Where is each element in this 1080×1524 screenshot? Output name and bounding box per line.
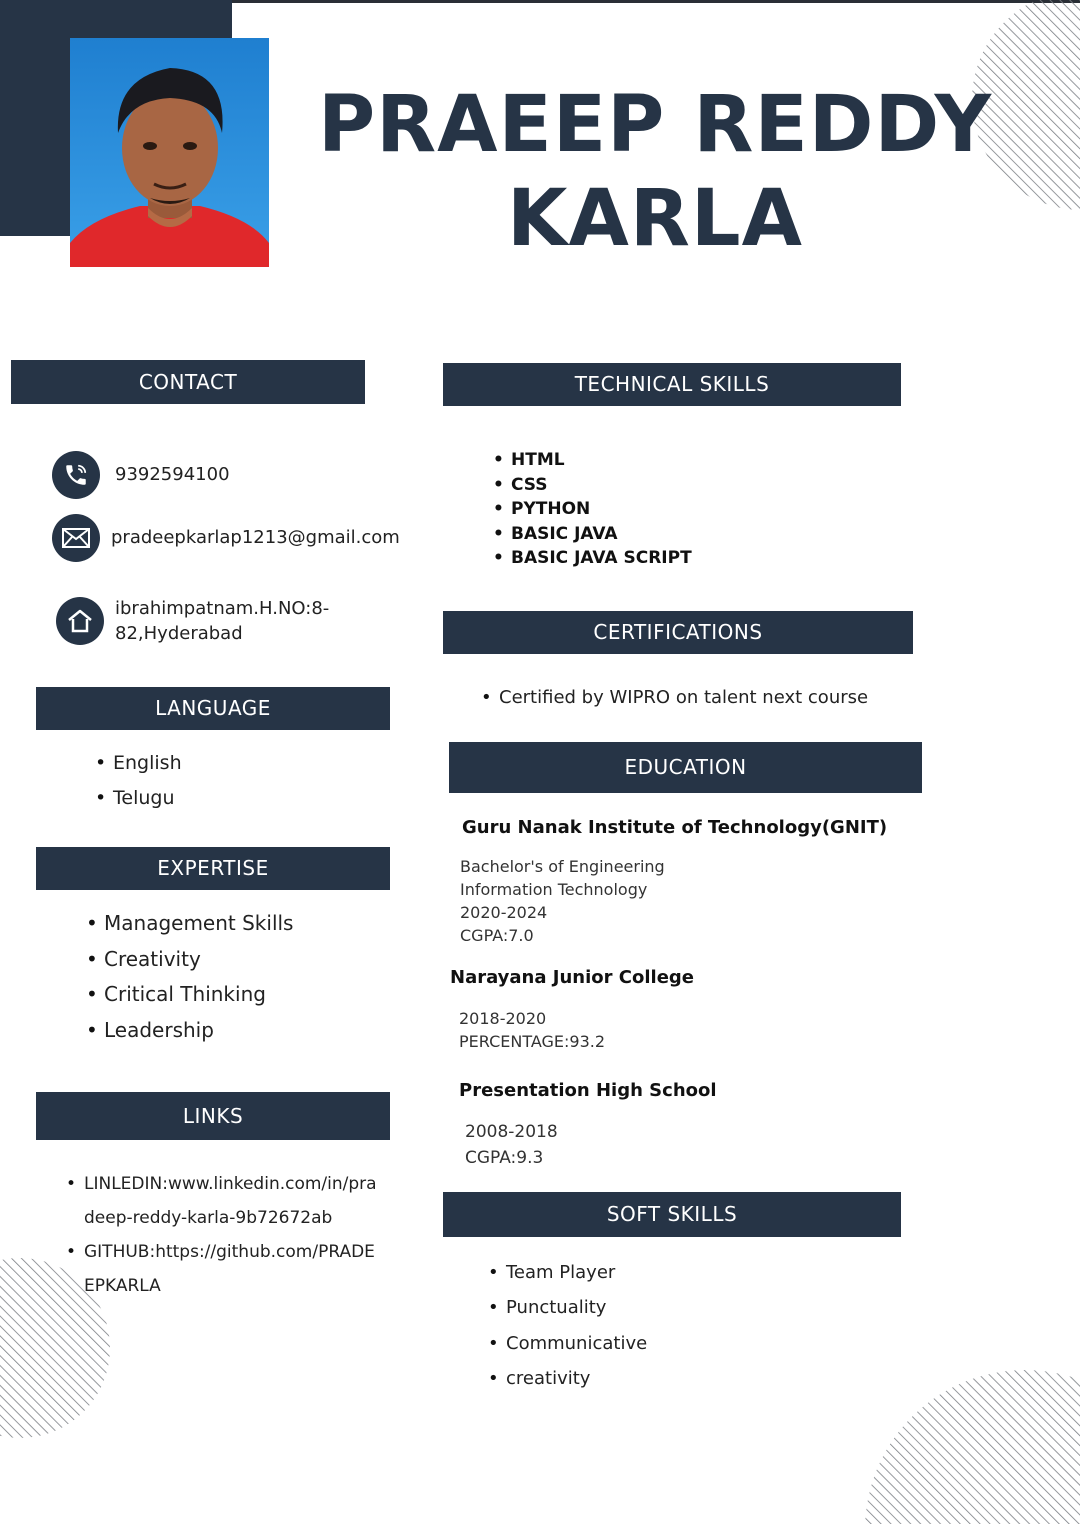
education-details <box>465 1119 558 1171</box>
list-item: • Communicative <box>506 1326 647 1361</box>
linkedin-link[interactable] <box>84 1167 434 1235</box>
education-line: CGPA:7.0 <box>460 926 534 945</box>
phone-icon <box>52 451 100 499</box>
contact-phone: 9392594100 <box>115 464 230 485</box>
education-line: PERCENTAGE:93.2 <box>459 1032 606 1051</box>
name-line-2: KARLA <box>507 174 803 264</box>
name-line-1: PRAEEP REDDY <box>317 80 993 170</box>
candidate-name <box>300 78 1010 266</box>
list-item: • CSS <box>511 473 692 498</box>
education-header: EDUCATION <box>449 742 922 793</box>
list-item: • Telugu <box>113 781 182 816</box>
profile-photo <box>70 38 269 267</box>
education-details <box>459 1007 605 1053</box>
hatched-circle-bottom-right <box>865 1370 1080 1524</box>
soft-skills-list <box>488 1255 647 1396</box>
address-line-2: 82,Hyderabad <box>115 623 243 644</box>
education-school: Narayana Junior College <box>450 967 695 988</box>
certifications-list <box>481 687 868 708</box>
contact-header: CONTACT <box>11 360 365 404</box>
github-line-2: EPKARLA <box>84 1276 161 1296</box>
list-item: • Team Player <box>506 1255 647 1290</box>
contact-email: pradeepkarlap1213@gmail.com <box>111 527 400 548</box>
education-line: CGPA:9.3 <box>465 1148 544 1168</box>
education-details <box>460 855 665 947</box>
education-line: 2008-2018 <box>465 1122 558 1142</box>
expertise-header: EXPERTISE <box>36 847 390 890</box>
education-line: 2018-2020 <box>459 1009 547 1028</box>
list-item: • Punctuality <box>506 1290 647 1325</box>
github-line-1: • GITHUB:https://github.com/PRADE <box>84 1242 375 1262</box>
address-line-1: ibrahimpatnam.H.NO:8- <box>115 598 330 619</box>
list-item: • HTML <box>511 448 692 473</box>
email-icon <box>52 514 100 562</box>
list-item: • Certified by WIPRO on talent next course <box>499 687 868 708</box>
expertise-list <box>86 906 293 1048</box>
home-icon <box>56 597 104 645</box>
contact-address <box>115 596 329 646</box>
soft-skills-header: SOFT SKILLS <box>443 1192 901 1237</box>
language-header: LANGUAGE <box>36 687 390 730</box>
list-item: • Creativity <box>104 942 293 978</box>
links-list <box>66 1167 434 1303</box>
technical-skills-header: TECHNICAL SKILLS <box>443 363 901 406</box>
list-item: • Critical Thinking <box>104 977 293 1013</box>
links-header: LINKS <box>36 1092 390 1140</box>
list-item: • BASIC JAVA <box>511 522 692 547</box>
education-line: Bachelor's of Engineering <box>460 857 665 876</box>
technical-skills-list <box>493 448 692 571</box>
list-item: • Management Skills <box>104 906 293 942</box>
list-item: • BASIC JAVA SCRIPT <box>511 546 692 571</box>
list-item: • English <box>113 746 182 781</box>
linkedin-line-1: • LINLEDIN:www.linkedin.com/in/pra <box>84 1174 377 1194</box>
education-school: Guru Nanak Institute of Technology(GNIT) <box>462 817 888 838</box>
list-item: • Leadership <box>104 1013 293 1049</box>
education-school: Presentation High School <box>459 1080 717 1101</box>
linkedin-line-2: deep-reddy-karla-9b72672ab <box>84 1208 333 1228</box>
education-line: Information Technology <box>460 880 648 899</box>
language-list <box>95 746 182 816</box>
list-item: • PYTHON <box>511 497 692 522</box>
list-item: • creativity <box>506 1361 647 1396</box>
education-line: 2020-2024 <box>460 903 548 922</box>
certifications-header: CERTIFICATIONS <box>443 611 913 654</box>
github-link[interactable] <box>84 1235 434 1303</box>
